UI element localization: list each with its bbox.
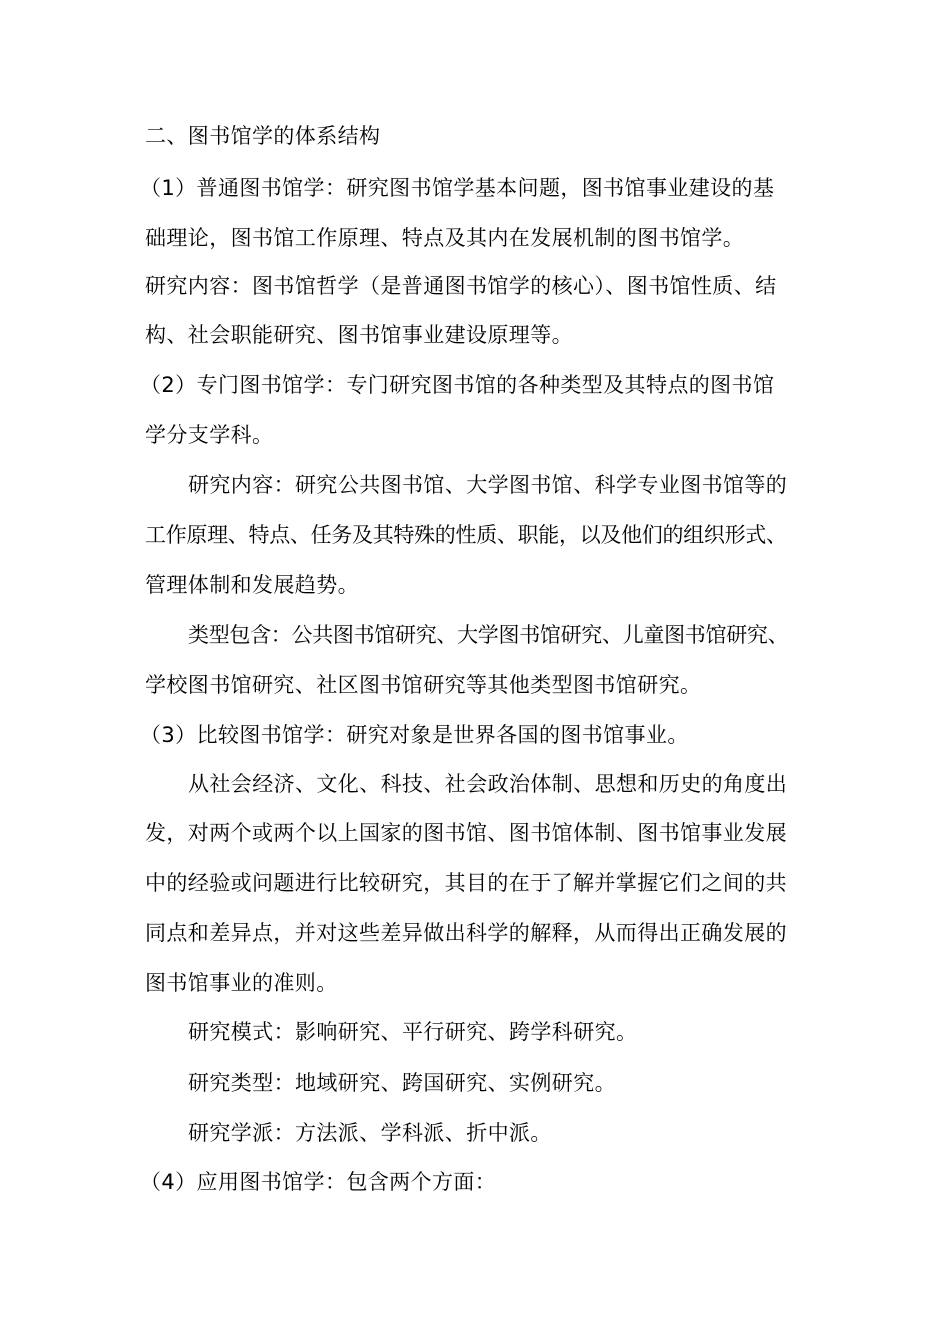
section-heading: 二、图书馆学的体系结构: [145, 124, 381, 148]
section-3-para-line-2: 发，对两个或两个以上国家的图书馆、图书馆体制、图书馆事业发展: [145, 821, 787, 845]
section-2-types-line-2: 学校图书馆研究、社区图书馆研究等其他类型图书馆研究。: [145, 673, 702, 697]
section-3-research-type: 研究类型：地域研究、跨国研究、实例研究。: [188, 1071, 616, 1095]
section-2-title-line-1: （2）专门图书馆学：专门研究图书馆的各种类型及其特点的图书馆: [140, 373, 775, 397]
section-3-para-line-1: 从社会经济、文化、科技、社会政治体制、思想和历史的角度出: [188, 772, 788, 796]
section-3-research-school: 研究学派：方法派、学科派、折中派。: [188, 1121, 552, 1145]
section-3-research-mode: 研究模式：影响研究、平行研究、跨学科研究。: [188, 1020, 638, 1044]
section-3-para-line-5: 图书馆事业的准则。: [145, 971, 338, 995]
section-4-title-line-1: （4）应用图书馆学：包含两个方面：: [140, 1170, 497, 1194]
section-1-title-line-2: 础理论，图书馆工作原理、特点及其内在发展机制的图书馆学。: [145, 226, 745, 250]
section-2-content-line-1: 研究内容：研究公共图书馆、大学图书馆、科学专业图书馆等的: [188, 473, 788, 497]
section-3-title-line-1: （3）比较图书馆学：研究对象是世界各国的图书馆事业。: [140, 723, 689, 747]
section-2-content-line-3: 管理体制和发展趋势。: [145, 573, 359, 597]
section-1-content-line-2: 构、社会职能研究、图书馆事业建设原理等。: [145, 323, 573, 347]
section-2-title-line-2: 学分支学科。: [145, 423, 274, 447]
section-3-para-line-4: 同点和差异点，并对这些差异做出科学的解释，从而得出正确发展的: [145, 921, 787, 945]
section-2-content-line-2: 工作原理、特点、任务及其特殊的性质、职能，以及他们的组织形式、: [145, 523, 787, 547]
section-2-types-line-1: 类型包含：公共图书馆研究、大学图书馆研究、儿童图书馆研究、: [188, 623, 789, 647]
section-1-content-line-1: 研究内容：图书馆哲学（是普通图书馆学的核心）、图书馆性质、结: [145, 274, 777, 298]
section-1-title-line-1: （1）普通图书馆学：研究图书馆学基本问题，图书馆事业建设的基: [140, 176, 775, 200]
section-3-para-line-3: 中的经验或问题进行比较研究，其目的在于了解并掌握它们之间的共: [145, 871, 787, 895]
